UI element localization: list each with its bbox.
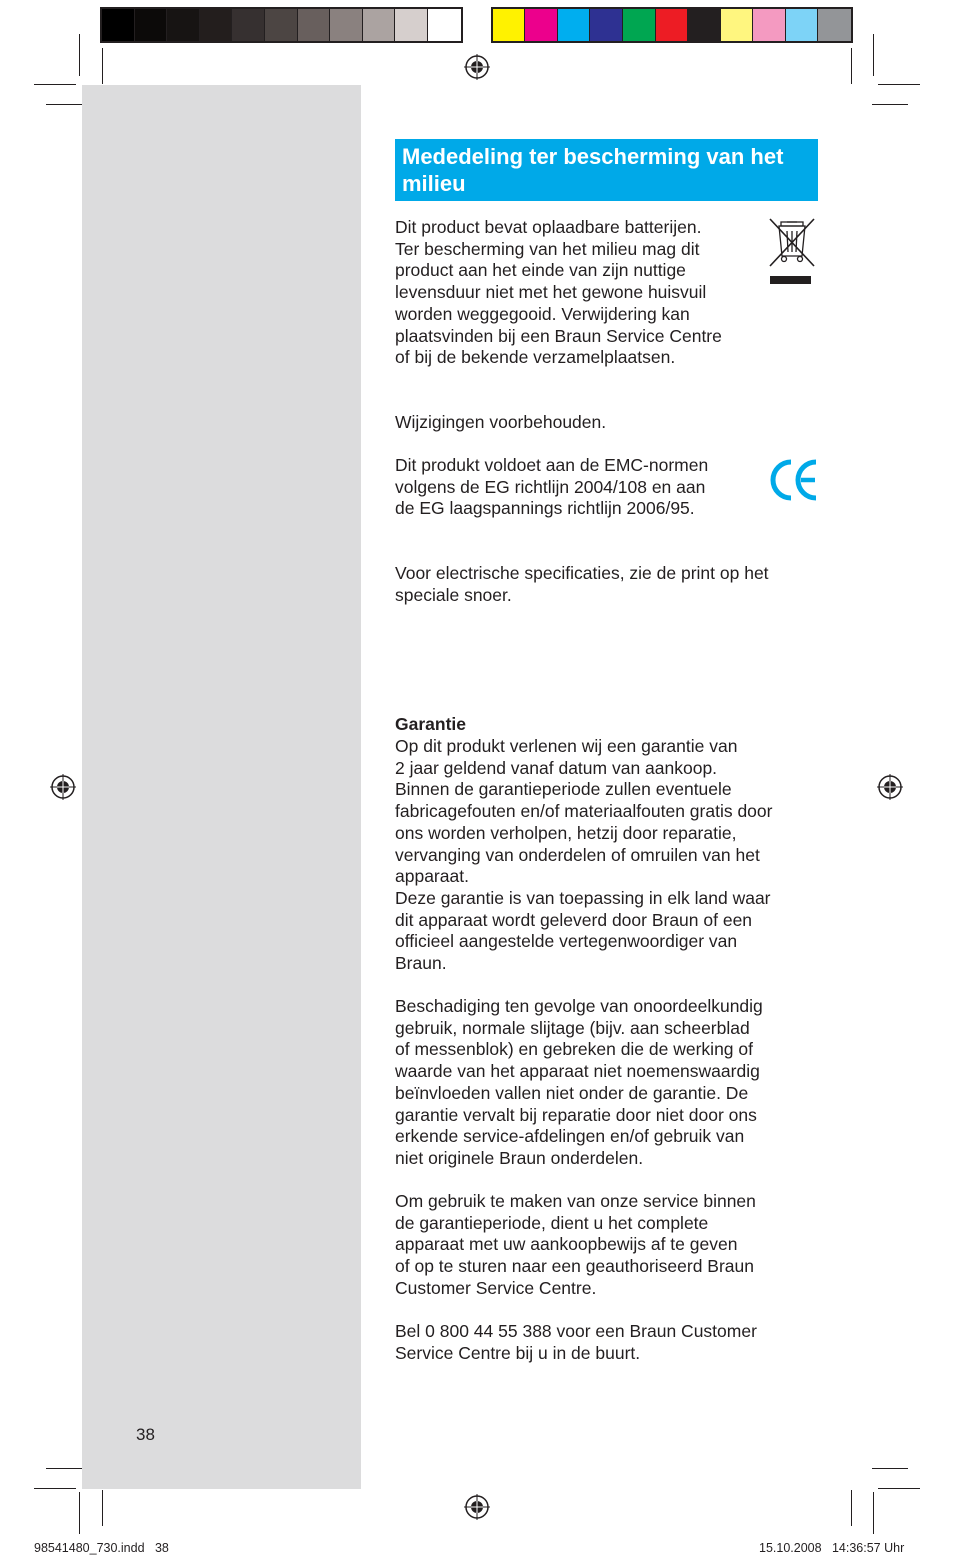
color-swatch — [135, 9, 168, 41]
crop-mark — [872, 1468, 908, 1469]
sidebar-column — [82, 85, 361, 1489]
color-swatch — [363, 9, 396, 41]
color-swatch — [656, 9, 689, 41]
crop-mark — [878, 1488, 920, 1489]
crop-mark — [34, 1488, 76, 1489]
crop-mark — [851, 1490, 852, 1526]
color-swatch — [818, 9, 851, 41]
color-swatch — [558, 9, 591, 41]
color-swatch — [298, 9, 331, 41]
color-swatch — [590, 9, 623, 41]
ce-mark-icon — [769, 458, 819, 502]
battery-disposal-text: Dit product bevat oplaadbare batterijen. Ter bescherming van het milieu mag dit product aan het einde van zijn nuttige levensduur niet met het gewone huisvuil worden weggegooid. Verwijdering kan plaatsvinden bij een Braun Service Centre of bij de bekende verzamelplaatsen. — [395, 217, 722, 368]
registration-mark-icon — [50, 774, 76, 800]
slug-timestamp: 15.10.2008 14:36:57 Uhr — [759, 1541, 905, 1555]
color-swatch — [493, 9, 526, 41]
emc-compliance-text: Dit produkt voldoet aan de EMC-normen volgens de EG richtlijn 2004/108 en aan de EG laagspannings richtlijn 2006/95. — [395, 455, 709, 519]
crop-mark — [79, 34, 80, 76]
color-swatch — [167, 9, 200, 41]
crop-mark — [878, 84, 920, 85]
color-swatch — [200, 9, 233, 41]
color-swatch — [428, 9, 461, 41]
color-calibration-bar — [100, 7, 854, 43]
color-swatch — [102, 9, 135, 41]
registration-mark-icon — [877, 774, 903, 800]
registration-mark-icon — [464, 1494, 490, 1520]
crossed-out-wheelie-bin-icon — [767, 216, 817, 286]
process-color-swatches — [491, 7, 854, 43]
slug-file-name: 98541480_730.indd 38 — [34, 1541, 169, 1555]
crop-mark — [851, 48, 852, 84]
color-swatch — [232, 9, 265, 41]
color-swatch — [753, 9, 786, 41]
warranty-paragraph-2: Beschadiging ten gevolge van onoordeelkundig gebruik, normale slijtage (bijv. aan scheerblad of messenblok) en gebreken die de werking of waarde van het apparaat niet noemenswaardig beïnvloeden vallen niet onder de garantie. De garantie vervalt bij reparatie door niet door ons erkende service-afdelingen en/of gebruik van niet originele Braun onderdelen. — [395, 996, 763, 1168]
crop-mark — [46, 104, 82, 105]
electrical-specs-text: Voor electrische specificaties, zie de print op het speciale snoer. — [395, 563, 769, 605]
color-swatch — [265, 9, 298, 41]
changes-notice: Wijzigingen voorbehouden. — [395, 412, 607, 432]
warranty-paragraph-4: Bel 0 800 44 55 388 voor een Braun Customer Service Centre bij u in de buurt. — [395, 1321, 757, 1363]
color-swatch — [786, 9, 819, 41]
crop-mark — [102, 48, 103, 84]
crop-mark — [873, 1492, 874, 1534]
color-swatch — [623, 9, 656, 41]
crop-mark — [34, 84, 76, 85]
section-heading: Mededeling ter bescherming van het milieu — [395, 139, 818, 201]
crop-mark — [872, 104, 908, 105]
registration-mark-icon — [464, 54, 490, 80]
warranty-paragraph-3: Om gebruik te maken van onze service binnen de garantieperiode, dient u het complete apparaat met uw aankoopbewijs af te geven of op te sturen naar een geauthoriseerd Braun Customer Service Centre. — [395, 1191, 756, 1298]
color-swatch — [525, 9, 558, 41]
crop-mark — [873, 34, 874, 76]
color-swatch — [395, 9, 428, 41]
page-number: 38 — [136, 1425, 155, 1444]
warranty-paragraph-1: Op dit produkt verlenen wij een garantie van 2 jaar geldend vanaf datum van aankoop. Binnen de garantieperiode zullen eventuele fabricagefouten en/of materiaalfouten gratis door ons worden verholpen, hetzij door reparatie, vervanging van onderdelen of omruilen van het apparaat. Deze garantie is van toepassing in elk land waar dit apparaat wordt geleverd door Braun of een officieel aangestelde vertegenwoordiger van Braun. — [395, 736, 773, 974]
crop-mark — [102, 1490, 103, 1526]
gray-ramp-swatches — [100, 7, 463, 43]
color-swatch — [721, 9, 754, 41]
crop-mark — [79, 1492, 80, 1534]
color-swatch — [688, 9, 721, 41]
crop-mark — [46, 1468, 82, 1469]
warranty-title: Garantie — [395, 714, 466, 734]
color-swatch — [330, 9, 363, 41]
